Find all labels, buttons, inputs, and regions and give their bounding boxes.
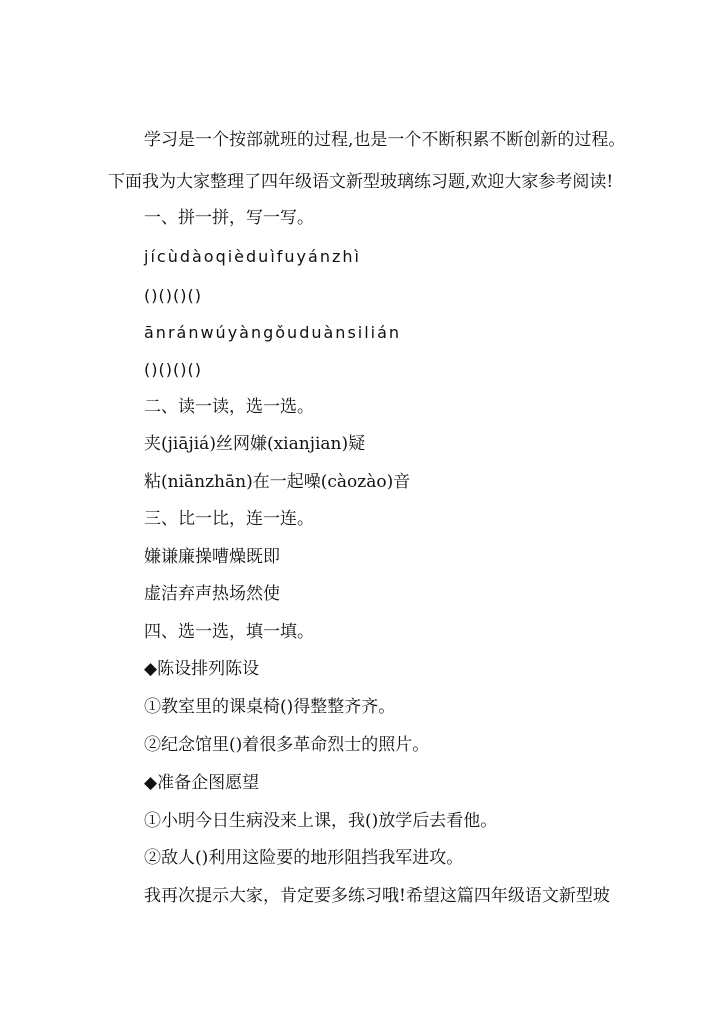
section2-line-2: 粘(niānzhān)在一起噪(càozào)音 xyxy=(144,472,411,492)
section2-line-1: 夹(jiājiá)丝网嫌(xianjian)疑 xyxy=(144,434,366,454)
intro-line-1: 学习是一个按部就班的过程,也是一个不断积累不断创新的过程。 xyxy=(144,130,626,150)
section4-group2-question-2: ②敌人()利用这险要的地形阻挡我军进攻。 xyxy=(144,848,464,868)
section1-title: 一、拼一拼，写一写。 xyxy=(144,208,314,228)
section3-line-2: 虚洁弃声热场然使 xyxy=(144,584,280,604)
section2-title: 二、读一读，选一选。 xyxy=(144,397,314,417)
section4-group1-question-2: ②纪念馆里()着很多革命烈士的照片。 xyxy=(144,735,430,755)
section1-pinyin-line-2: ānránwúyàngǒuduànsilián xyxy=(144,323,402,342)
section1-pinyin-line-1: jícùdàoqièduìfuyánzhì xyxy=(144,247,361,266)
section1-blanks-line-2: ()()()() xyxy=(144,360,202,379)
section3-title: 三、比一比，连一连。 xyxy=(144,509,314,529)
intro-line-2: 下面我为大家整理了四年级语文新型玻璃练习题,欢迎大家参考阅读! xyxy=(108,172,614,192)
section4-group1-question-1: ①教室里的课桌椅()得整整齐齐。 xyxy=(144,697,396,717)
section4-group2-question-1: ①小明今日生病没来上课，我()放学后去看他。 xyxy=(144,811,498,831)
section1-blanks-line-1: ()()()() xyxy=(144,286,202,305)
section4-title: 四、选一选，填一填。 xyxy=(144,622,314,642)
outro-line: 我再次提示大家，肯定要多练习哦!希望这篇四年级语文新型玻 xyxy=(144,886,610,906)
section4-group1-title: ◆陈设排列陈设 xyxy=(144,659,260,679)
section4-group2-title: ◆准备企图愿望 xyxy=(144,773,260,793)
section3-line-1: 嫌谦廉操嘈燥既即 xyxy=(144,547,280,567)
